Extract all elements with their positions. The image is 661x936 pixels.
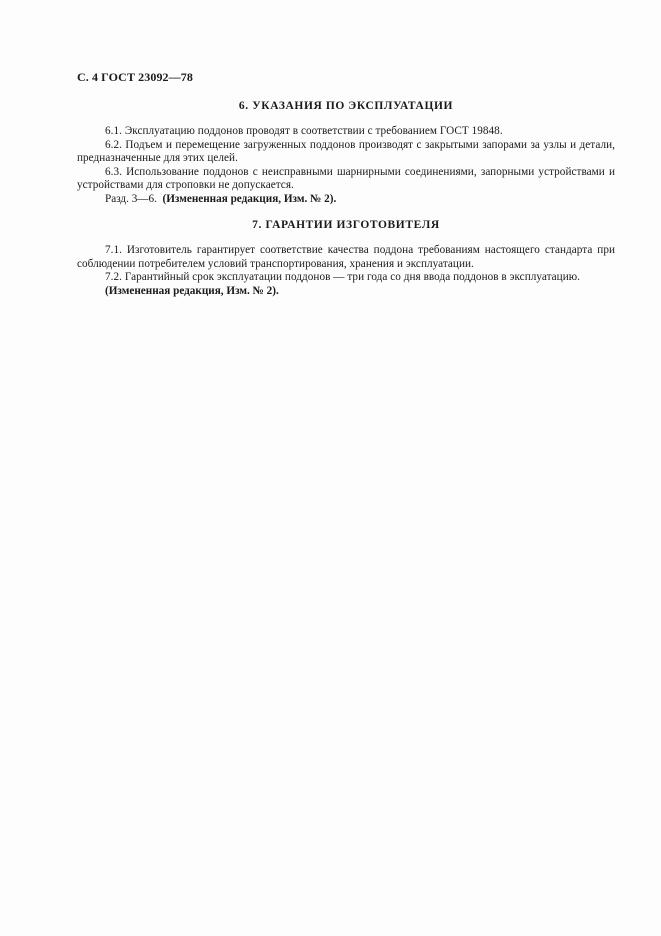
section-title: 7. ГАРАНТИИ ИЗГОТОВИТЕЛЯ	[252, 219, 440, 231]
paragraph-6-2: 6.2. Подъем и перемещение загруженных поддонов производят с закрытыми запорами за узлы и детали, предназначенные для этих целей.	[77, 138, 615, 164]
amendment-note-text: (Измененная редакция, Изм. № 2).	[105, 284, 279, 297]
amendment-note-prefix: Разд. 3—6.	[105, 192, 157, 205]
amendment-note-text: (Измененная редакция, Изм. № 2).	[162, 192, 337, 205]
section-operation-instructions	[77, 99, 615, 206]
paragraph-6-3: 6.3. Использование поддонов с неисправными шарнирными соединениями, запорными устройствами и устройствами для строповки не допускается.	[77, 165, 615, 191]
amendment-note	[77, 285, 615, 299]
paragraph-6-1: 6.1. Эксплуатацию поддонов проводят в соответствии с требованием ГОСТ 19848.	[105, 125, 503, 137]
section-title: 6. УКАЗАНИЯ ПО ЭКСПЛУАТАЦИИ	[238, 100, 454, 112]
amendment-note	[77, 193, 615, 207]
running-head: С. 4 ГОСТ 23092—78	[77, 70, 193, 84]
paragraph-7-1: 7.1. Изготовитель гарантирует соответствие качества поддона требованиям настоящего стандарта при соблюдении потребителем условий транспортирования, хранения и эксплуатации.	[77, 244, 615, 270]
section-manufacturer-warranty	[77, 218, 615, 298]
paragraph-7-2: 7.2. Гарантийный срок эксплуатации поддонов — три года со дня ввода поддонов в эксплуатацию.	[105, 271, 581, 283]
